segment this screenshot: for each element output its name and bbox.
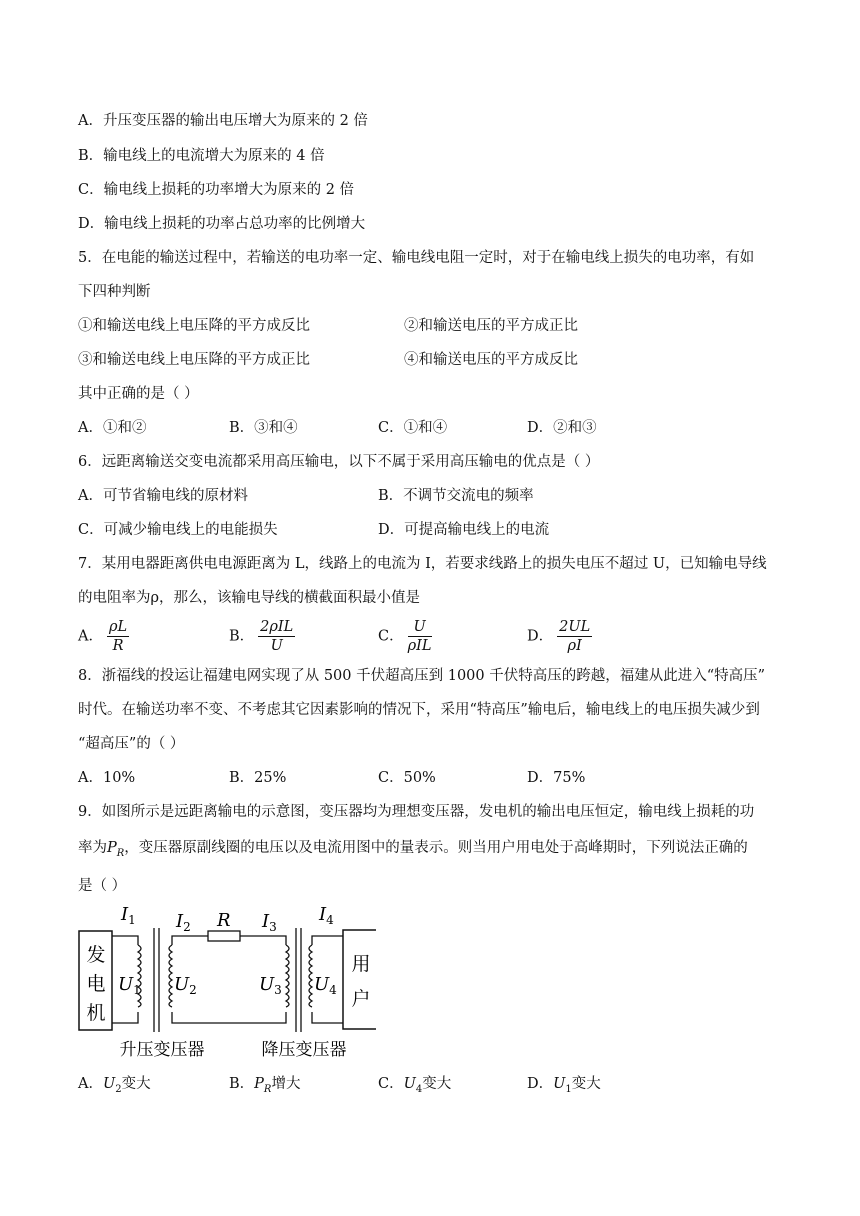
- q8-option-b: B．25%: [229, 770, 287, 786]
- option-label: C．: [378, 628, 404, 645]
- fraction: [408, 618, 432, 655]
- denominator: U: [270, 638, 283, 654]
- wire: [112, 1012, 138, 1023]
- step-down-label: 降压变压器: [261, 1040, 347, 1060]
- wire: [172, 936, 208, 945]
- symbol: U: [553, 1076, 566, 1092]
- q8-stem-line2: 时代。在输送功率不变、不考虑其它因素影响的情况下，采用“特高压”输电后，输电线上的电压损失减少到: [78, 702, 760, 718]
- q8-option-d: D．75%: [527, 770, 586, 786]
- step-up-label: 升压变压器: [119, 1040, 205, 1060]
- coil: [138, 945, 141, 1007]
- q5-option-c: C．①和④: [378, 420, 448, 436]
- denominator: ρIL: [407, 638, 432, 654]
- q7-option-c: [378, 618, 432, 655]
- wire: [172, 1012, 286, 1023]
- q8-stem-line3: “超高压”的（ ）: [78, 736, 185, 752]
- q8-stem-line1: 8．浙福线的投运让福建电网实现了从 500 千伏超高压到 1000 千伏特高压的跨越，福建从此进入“特高压”: [78, 668, 766, 684]
- wire: [112, 936, 138, 945]
- q9-stem-line3: 是（ ）: [78, 878, 127, 894]
- symbol: U: [403, 1076, 416, 1092]
- label-i1: $I_1$: [121, 904, 136, 927]
- option-label: A．: [78, 628, 103, 645]
- subscript: 1: [565, 1083, 572, 1095]
- option-label: D．: [527, 1076, 554, 1092]
- q4-option-d: D．输电线上损耗的功率占总功率的比例增大: [78, 216, 366, 232]
- q5-judgement-4: ④和输送电压的平方成反比: [404, 352, 578, 368]
- label-u3: $U_3$: [259, 974, 282, 997]
- subscript: R: [263, 1083, 272, 1095]
- q7-option-b: [229, 618, 295, 655]
- coil: [169, 945, 172, 1007]
- label-i4: $I_4$: [319, 904, 334, 927]
- wire: [312, 1012, 343, 1023]
- subscript: 4: [415, 1083, 423, 1095]
- q9-option-a: [78, 1074, 151, 1100]
- label-u4: $U_4$: [314, 974, 337, 997]
- q6-option-d: D．可提高输电线上的电流: [378, 522, 550, 538]
- text: 变大: [571, 1076, 601, 1092]
- q6-option-c: C．可减少输电线上的电能损失: [78, 522, 278, 538]
- q5-judgement-1: ①和输送电线上电压降的平方成反比: [78, 318, 310, 334]
- q5-stem-line2: 下四种判断: [78, 284, 151, 300]
- denominator: R: [112, 638, 124, 654]
- symbol-p: P: [107, 840, 117, 856]
- option-label: D．: [527, 628, 554, 645]
- q4-option-b: B．输电线上的电流增大为原来的 4 倍: [78, 148, 325, 164]
- text: 变大: [422, 1076, 452, 1092]
- label-u2: $U_2$: [174, 974, 197, 997]
- label-i2: $I_2$: [176, 911, 191, 934]
- text: 增大: [271, 1076, 301, 1092]
- numerator: 2ρIL: [260, 619, 294, 635]
- generator-char: 发: [86, 944, 106, 966]
- label-i3: $I_3$: [262, 911, 277, 934]
- coil: [309, 945, 312, 1007]
- label-r: R: [217, 910, 231, 931]
- q7-stem-line2: 的电阻率为ρ，那么，该输电导线的横截面积最小值是: [78, 590, 421, 606]
- subscript: 2: [115, 1083, 122, 1095]
- q5-option-d: D．②和③: [527, 420, 597, 436]
- generator-char: 电: [86, 973, 106, 995]
- q8-option-a: A．10%: [78, 770, 136, 786]
- q4-option-c: C．输电线上损耗的功率增大为原来的 2 倍: [78, 182, 355, 198]
- q5-stem-line1: 5．在电能的输送过程中，若输送的电功率一定、输电线电阻一定时，对于在输电线上损失的电功率，有如: [78, 250, 755, 266]
- resistor: [208, 931, 240, 941]
- subscript-r: R: [116, 847, 125, 859]
- q5-option-a: A．①和②: [78, 420, 147, 436]
- coil: [286, 945, 289, 1007]
- wire: [312, 936, 343, 945]
- symbol: P: [254, 1076, 264, 1092]
- symbol: U: [102, 1076, 116, 1092]
- numerator: U: [408, 618, 432, 637]
- power-transmission-diagram: [76, 900, 376, 1062]
- q5-judgement-2: ②和输送电压的平方成正比: [404, 318, 578, 334]
- q9-option-b: [229, 1074, 300, 1100]
- q4-option-a: A．升压变压器的输出电压增大为原来的 2 倍: [78, 113, 368, 129]
- q8-option-c: C．50%: [378, 770, 436, 786]
- label-u1: $U_1$: [118, 974, 141, 997]
- denominator: ρI: [567, 638, 582, 654]
- q7-stem-line1: 7．某用电器距离供电电源距离为 L，线路上的电流为 I，若要求线路上的损失电压不超过 U，已知输电导线: [78, 556, 767, 572]
- q6-option-a: A．可节省输电线的原材料: [78, 488, 248, 504]
- fraction: [557, 618, 592, 655]
- numerator: 2UL: [559, 619, 591, 635]
- fraction: [107, 618, 129, 655]
- q9-stem-line1: 9．如图所示是远距离输电的示意图，变压器均为理想变压器，发电机的输出电压恒定，输电线上损耗的功: [78, 804, 755, 820]
- text: ，变压器原副线圈的电压以及电流用图中的量表示。则当用户用电处于高峰期时，下列说法正确的: [124, 840, 748, 856]
- q5-ask: 其中正确的是（ ）: [78, 386, 199, 402]
- q6-option-b: B．不调节交流电的频率: [378, 488, 534, 504]
- generator-char: 机: [86, 1002, 106, 1024]
- option-label: C．: [378, 1076, 404, 1092]
- user-char: 户: [351, 988, 371, 1010]
- user-box: [343, 930, 376, 1029]
- option-label: B．: [229, 628, 255, 645]
- wire: [240, 936, 286, 945]
- q9-option-d: [527, 1074, 601, 1100]
- q7-option-a: [78, 618, 129, 655]
- option-label: B．: [229, 1076, 255, 1092]
- q6-stem: 6．远距离输送交变电流都采用高压输电，以下不属于采用高压输电的优点是（ ）: [78, 454, 600, 470]
- numerator: ρL: [108, 619, 128, 635]
- user-char: 用: [351, 953, 371, 975]
- text: 变大: [121, 1076, 151, 1092]
- q9-stem-line2: [78, 838, 748, 864]
- text: 率为: [78, 840, 107, 856]
- q7-option-d: [527, 618, 592, 655]
- q9-option-c: [378, 1074, 451, 1100]
- fraction: [258, 618, 295, 655]
- option-label: A．: [78, 1076, 103, 1092]
- q5-judgement-3: ③和输送电线上电压降的平方成正比: [78, 352, 310, 368]
- q5-option-b: B．③和④: [229, 420, 298, 436]
